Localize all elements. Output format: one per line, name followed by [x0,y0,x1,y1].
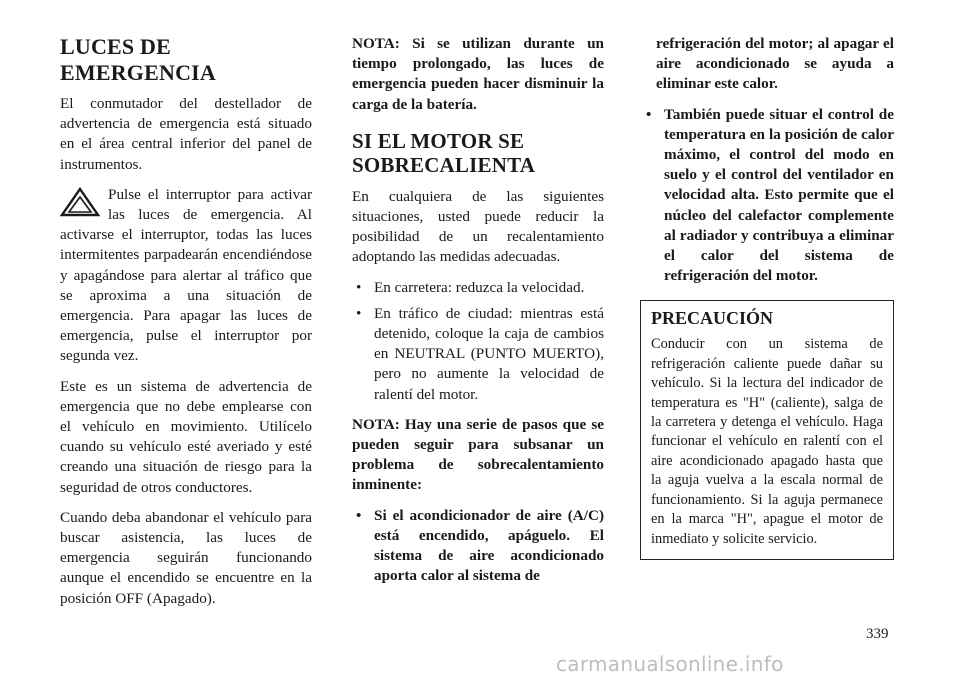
list-item-text: En tráfico de ciudad: mientras está detenido, coloque la caja de cambios en NEUTRAL (PUNTO MUERTO), pero no aumente la velocidad de ralentí del motor. [374,304,604,403]
list-item-continuation: refrigeración del motor; al apagar el aire acondicionado se ayuda a eliminar este calor. [656,35,894,93]
caution-text: Conducir con un sistema de refrigeración caliente puede dañar su vehículo. Si la lectura del indicador de temperatura es "H" (caliente), salga de la carretera y detenga el vehículo. Haga funcionar el vehículo en ralentí con el aire acondicionado apagado hasta que la aguja vuelva a la escala normal de funcionamiento. Si la aguja permanece en la marca "H", apague el motor de inmediato y solicite servicio. [651,336,883,547]
steps-list-continued [642,105,894,287]
note-steps: NOTA: Hay una serie de pasos que se pueden seguir para subsanar un problema de sobrecalentamiento inminente: [352,415,604,494]
list-item [352,278,604,298]
paragraph-activate-lights: Pulse el interruptor para activar las luces de emergencia. Al activarse el interruptor, todas las luces intermitentes parpadearán encendiéndose y apagándose para alertar al tráfico que se aproxima a una situación de emergencia. Para apagar las luces de emergencia, pulse el interruptor por segunda vez. [60,185,312,365]
list-item-text: En carretera: reduzca la velocidad. [374,278,585,296]
overheat-list [352,278,604,405]
paragraph-leave-vehicle: Cuando deba abandonar el vehículo para buscar asistencia, las luces de emergencia seguirán funcionando aunque el encendido se encuentre en la posición OFF (Apagado). [60,508,312,607]
hazard-triangle-icon [60,187,100,217]
bullet: • [356,278,362,296]
steps-list [352,506,604,587]
list-item-text: También puede situar el control de temperatura en la posición de calor máximo, el control del modo en suelo y el control del ventilador en velocidad alta. Esto permite que el núcleo del calefactor complemente al radiador y contribuya a eliminar el calor del sistema de refrigeración del motor. [664,105,894,285]
caution-title: PRECAUCIÓN [651,308,774,329]
list-item [352,304,604,405]
bullet: • [356,304,362,322]
paragraph-warning-system: Este es un sistema de advertencia de emergencia que no debe emplearse con el vehículo en movimiento. Utilícelo cuando su vehículo esté averiado y esté creando una situación de riesgo para la seguridad de otros conductores. [60,377,312,496]
paragraph-switch-location: El conmutador del destellador de advertencia de emergencia está situado en el área central inferior del panel de instrumentos. [60,95,312,173]
paragraph-overheat-intro: En cualquiera de las siguientes situaciones, usted puede reducir la posibilidad de un recalentamiento adoptando las medidas adecuadas. [352,187,604,266]
list-item [642,105,894,287]
bullet: • [356,506,362,524]
hazard-paragraph [60,185,312,367]
page-number: 339 [866,626,889,642]
section-title-emergency-lights: LUCES DE EMERGENCIA [60,34,217,85]
caution-box [640,300,894,559]
note-battery: NOTA: Si se utilizan durante un tiempo prolongado, las luces de emergencia pueden hacer disminuir la carga de la batería. [352,35,604,113]
watermark: carmanualsonline.info [556,652,784,676]
list-item [352,506,604,587]
left-column [60,34,312,619]
section-title-overheating: SI EL MOTOR SE SOBRECALIENTA [352,128,536,177]
middle-column [352,34,604,596]
list-item-text: Si el acondicionador de aire (A/C) está encendido, apáguelo. El sistema de aire acondicionado aporta calor al sistema de [374,506,604,585]
right-column [642,34,894,560]
bullet: • [646,105,652,123]
